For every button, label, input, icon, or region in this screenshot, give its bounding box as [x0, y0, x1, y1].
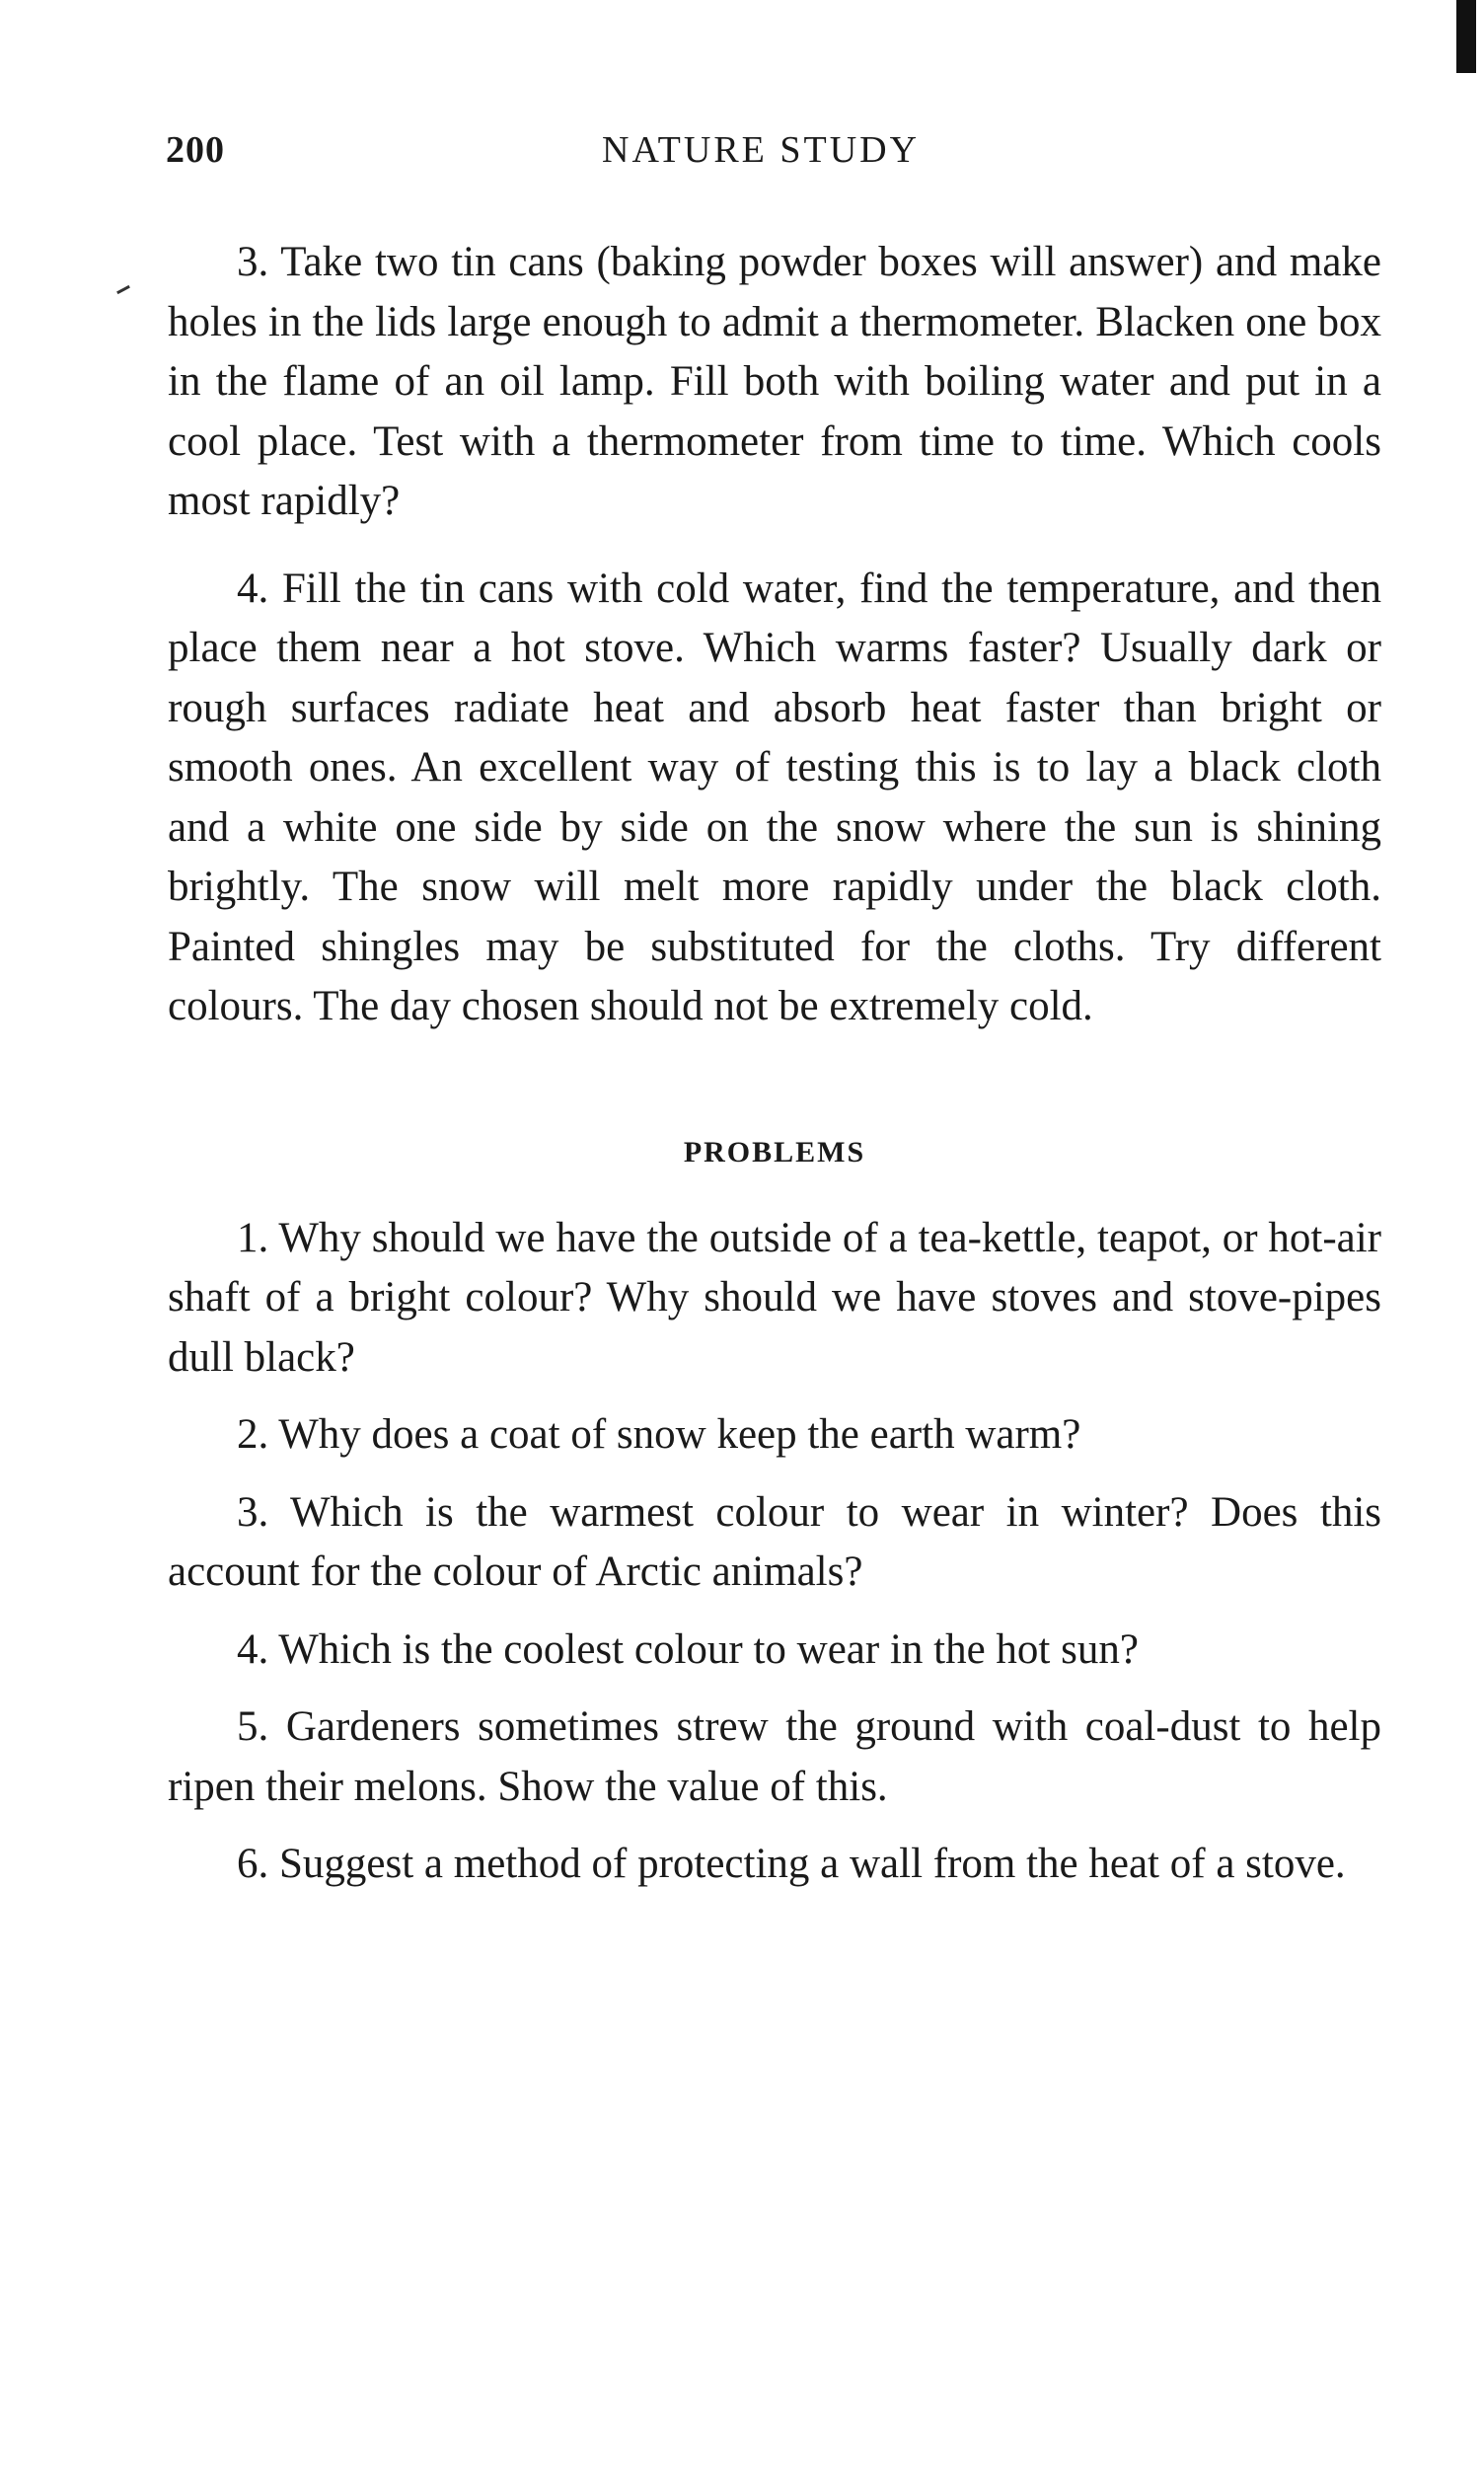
problem-item-5: 5. Gardeners sometimes strew the ground with coal-dust to help ripen their melons. Show the value of this.: [168, 1703, 1381, 1810]
page-edge-mark: [1456, 0, 1476, 73]
page-body: [168, 233, 1381, 1895]
problem-item-4: 4. Which is the coolest colour to wear in the hot sun?: [237, 1625, 1139, 1673]
problem-item-3: 3. Which is the warmest colour to wear in winter? Does this account for the colour of Arctic animals?: [168, 1488, 1381, 1595]
problem-item-2: 2. Why does a coat of snow keep the earth warm?: [237, 1411, 1081, 1458]
running-head: [0, 128, 1484, 188]
problem-item-1: 1. Why should we have the outside of a tea-kettle, teapot, or hot-air shaft of a bright colour? Why should we have stoves and stove-pipes dull black?: [168, 1214, 1381, 1381]
experiment-paragraph-4: 4. Fill the tin cans with cold water, find the temperature, and then place them near a hot stove. Which warms faster? Usually dark or rough surfaces radiate heat and absorb heat faster than bright or smooth ones. An excellent way of testing this is to lay a black cloth and a white one side by side on the snow where the sun is shining brightly. The snow will melt more rapidly under the black cloth. Painted shingles may be substituted for the cloths. Try different colours. The day chosen should not be extremely cold.: [168, 565, 1381, 1029]
page-number: 200: [166, 129, 225, 171]
problems-heading: PROBLEMS: [683, 1135, 866, 1169]
stray-ink-mark: [116, 285, 130, 294]
running-title: NATURE STUDY: [602, 129, 921, 171]
problem-item-6: 6. Suggest a method of protecting a wall from the heat of a stove.: [237, 1841, 1346, 1887]
experiment-paragraph-3: 3. Take two tin cans (baking powder boxes will answer) and make holes in the lids large enough to admit a thermometer. Blacken one box in the flame of an oil lamp. Fill both with boiling water and put in a cool place. Test with a thermometer from time to time. Which cools most rapidly?: [168, 239, 1381, 524]
